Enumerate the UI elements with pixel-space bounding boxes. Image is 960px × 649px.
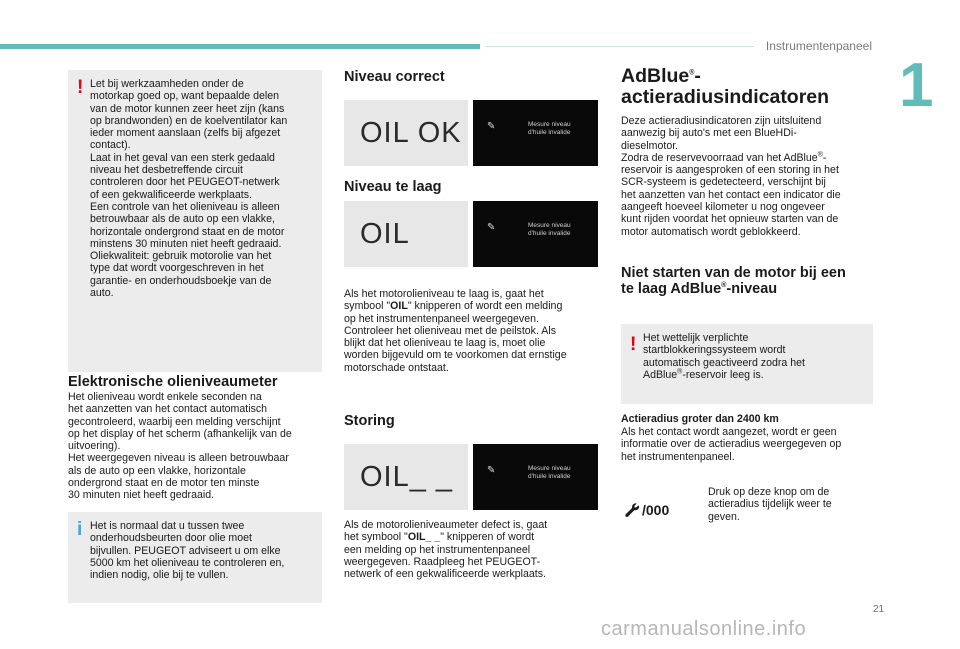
level-low-text: Als het motorolieniveau te laag is, gaat het symbool "OIL" knipperen of wordt een melding op het instrumentenpaneel weergegeven. Controleer het olieniveau met de peilstok. Als blijkt dat het olieniveau te laag is, moet olie worden bijgevuld om te voorkomen dat ernstige motorschade ontstaat. [344, 288, 567, 374]
warning-box-start-block [621, 324, 873, 404]
section-title-fault: Storing [344, 413, 395, 429]
oil-fault-display [344, 444, 468, 510]
warning-icon: ! [630, 334, 637, 355]
section-title-electronic-gauge: Elektronische olieniveaumeter [68, 374, 278, 390]
oil-low-display [344, 201, 468, 267]
dash-message-panel-low [473, 201, 598, 267]
oil-can-icon: ✎ [487, 465, 496, 476]
chapter-number: 1 [899, 51, 934, 120]
dash-message-text: Mesure niveau d'huile invalide [528, 465, 571, 480]
button-label: /000 [642, 502, 670, 518]
section-title-level-low: Niveau te laag [344, 179, 442, 195]
warning-box-engine-heat [68, 70, 322, 372]
oil-ok-display [344, 100, 468, 166]
page-number: 21 [873, 604, 885, 615]
info-icon: i [77, 519, 83, 540]
warning-text: Let bij werkzaamheden onder de motorkap goed op, want bepaalde delen van de motor kunnen zeer heet zijn (kans op brandwonden) en de koelventilator kan ieder moment aanslaan (zelfs bij afgezet contact). Laat in het geval van een sterk gedaald niveau het desbetreffende circuit controleren door het PEUGEOT-netwerk of een gekwalificeerde werkplaats. Een controle van het olieniveau is alleen betrouwbaar als de auto op een vlakke, horizontale ondergrond staat en de motor minstens 30 minuten niet heeft gedraaid. Oliekwaliteit: gebruik motorolie van het type dat wordt voorgeschreven in het garantie- en onderhoudsboekje van de auto. [90, 78, 288, 300]
warning-icon: ! [77, 77, 84, 98]
range-subtitle: Actieradius groter dan 2400 km [621, 413, 779, 425]
oil-ok-label: OIL OK [360, 116, 462, 149]
running-header: Instrumentenpaneel [765, 39, 872, 53]
dash-message-panel-ok [473, 100, 598, 166]
gauge-text: Het olieniveau wordt enkele seconden na het aanzetten van het contact automatisch gecontroleerd, waarbij een melding verschijnt op het display of het scherm (afhankelijk van de uitvoering). Het weergegeven niveau is alleen betrouwbaar als de auto op een vlakke, horizontale ondergrond staat en de motor ten minste 30 minuten niet heeft gedraaid. [68, 391, 292, 502]
oil-can-icon: ✎ [487, 121, 496, 132]
adblue-intro-text: Deze actieradiusindicatoren zijn uitsluitend aanwezig bij auto's met een BlueHDi- dieselmotor. Zodra de reservevoorraad van het AdBlue®- reservoir is aangesproken of een storing in het SCR-systeem is gedetecteerd, verschijnt bij het aanzetten van het contact een indicator die aangeeft hoeveel kilometer u nog ongeveer kunt rijden voordat het opnieuw starten van de motor automatisch wordt geblokkeerd. [621, 115, 841, 238]
dash-message-text: Mesure niveau d'huile invalide [528, 222, 571, 237]
wrench-icon [624, 502, 640, 518]
oil-fault-label: OIL_ _ [360, 460, 454, 493]
button-text: Druk op deze knop om de actieradius tijdelijk weer te geven. [708, 486, 832, 523]
section-title-adblue: AdBlue®- actieradiusindicatoren [621, 65, 830, 108]
oil-low-label: OIL [360, 217, 410, 250]
dash-message-text: Mesure niveau d'huile invalide [528, 121, 571, 136]
header-rule [486, 46, 754, 47]
section-title-level-ok: Niveau correct [344, 69, 445, 85]
info-box-topping-up [68, 512, 322, 603]
oil-can-icon: ✎ [487, 222, 496, 233]
trip-reset-button-graphic [624, 502, 669, 518]
info-text: Het is normaal dat u tussen twee onderhoudsbeurten door olie moet bijvullen. PEUGEOT adviseert u om elke 5000 km het olieniveau te controleren en, indien nodig, olie bij te vullen. [90, 520, 285, 582]
watermark: carmanualsonline.info [601, 618, 807, 640]
warning-text: Het wettelijk verplichte startblokkeringssysteem wordt automatisch geactiveerd zodra het AdBlue®-reservoir leeg is. [643, 332, 805, 381]
section-title-no-start: Niet starten van de motor bij een te laag AdBlue®-niveau [621, 265, 846, 297]
dash-message-panel-fault [473, 444, 598, 510]
fault-text: Als de motorolieniveaumeter defect is, gaat het symbool "OIL_ _" knipperen of wordt een melding op het instrumentenpaneel weergegeven. Raadpleeg het PEUGEOT- netwerk of een gekwalificeerde werkplaats. [344, 519, 548, 581]
header-accent-bar [0, 44, 480, 49]
range-text: Als het contact wordt aangezet, wordt er geen informatie over de actieradius weergegeven op het instrumentenpaneel. [621, 426, 842, 463]
